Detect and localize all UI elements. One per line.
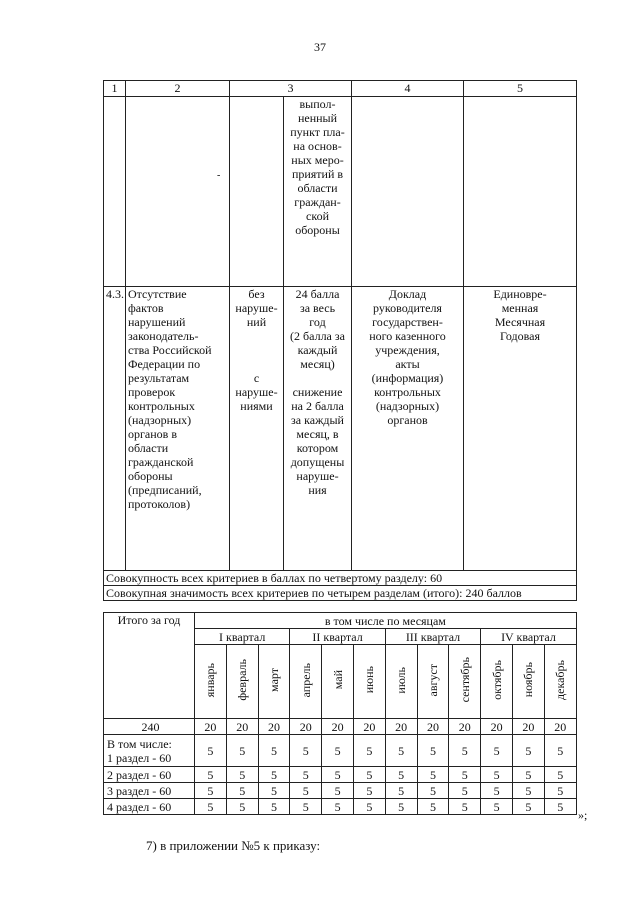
cell-empty: [464, 97, 577, 287]
row-number: 4.3.: [104, 287, 126, 571]
header-cell: 2: [126, 81, 230, 97]
table-cell: 5: [417, 799, 449, 815]
header-row: [104, 81, 577, 97]
table-cell: 5: [322, 799, 354, 815]
table-cell: 5: [290, 767, 322, 783]
table-cell: 20: [258, 719, 290, 735]
table-cell: 20: [195, 719, 227, 735]
closing-quote: »;: [578, 808, 588, 822]
table-cell: 5: [226, 783, 258, 799]
month-label: ноябрь: [521, 662, 536, 698]
score-without: 24 балла за весь год (2 балла за каждый месяц): [290, 287, 345, 371]
table-row: [104, 799, 577, 815]
cell-empty: [352, 97, 464, 287]
table-cell: 5: [258, 735, 290, 767]
footer-text: 7) в приложении №5 к приказу:: [146, 838, 321, 853]
table-row: [104, 783, 577, 799]
table-cell: 5: [290, 799, 322, 815]
months-table: [103, 612, 577, 815]
table-cell: 5: [195, 767, 227, 783]
condition-cell: [230, 287, 284, 571]
month-label: май: [330, 670, 345, 690]
table-cell: 5: [226, 735, 258, 767]
row-label: 3 раздел - 60: [104, 783, 195, 799]
total-label: Итого за год: [104, 613, 195, 719]
table-cell: 5: [544, 767, 576, 783]
table-cell: 5: [544, 799, 576, 815]
table-cell: 5: [512, 735, 544, 767]
month-header: [385, 645, 417, 719]
month-header: [226, 645, 258, 719]
month-label: июнь: [362, 666, 377, 694]
table-cell: 5: [385, 767, 417, 783]
table-cell: 5: [417, 783, 449, 799]
table-cell: 20: [449, 719, 481, 735]
month-label: декабрь: [553, 660, 568, 700]
table-cell: 5: [481, 799, 513, 815]
cell-empty: [104, 97, 126, 287]
month-header: [544, 645, 576, 719]
month-header: [258, 645, 290, 719]
table-row: [104, 719, 577, 735]
table-cell: 5: [226, 799, 258, 815]
table-cell: 5: [385, 799, 417, 815]
table-cell: 5: [353, 783, 385, 799]
month-label: август: [425, 663, 440, 697]
month-header: [195, 645, 227, 719]
month-label: сентябрь: [457, 657, 472, 703]
stray-mark: -: [217, 170, 221, 181]
table-cell: 5: [481, 735, 513, 767]
table-cell: 5: [258, 767, 290, 783]
table-cell: 5: [385, 783, 417, 799]
month-header: [322, 645, 354, 719]
table-cell: 5: [417, 735, 449, 767]
table-cell: 20: [385, 719, 417, 735]
table-cell: 5: [544, 783, 576, 799]
table-cell: 20: [512, 719, 544, 735]
month-header: [481, 645, 513, 719]
table-cell: 5: [322, 735, 354, 767]
table-cell: 20: [544, 719, 576, 735]
cell-empty: [230, 97, 284, 287]
table-cell: 20: [481, 719, 513, 735]
quarter-label: IV квартал: [481, 629, 577, 645]
table-cell: 5: [481, 783, 513, 799]
table-cell: 5: [544, 735, 576, 767]
table-cell: 5: [512, 767, 544, 783]
table-cell: 20: [290, 719, 322, 735]
table-cell: 5: [449, 799, 481, 815]
score-with: снижение на 2 балла за каждый месяц, в котором допущены наруше- ния: [290, 385, 345, 497]
table-cell: 20: [322, 719, 354, 735]
table-cell: 5: [353, 735, 385, 767]
table-cell: 5: [449, 735, 481, 767]
criteria-table: [103, 80, 577, 601]
table-cell: 5: [353, 767, 385, 783]
month-label: октябрь: [489, 660, 504, 700]
months-header-row: [104, 613, 577, 629]
continuation-score: выпол- ненный пункт пла- на основ- ных меро- приятий в области граждан- ской обороны: [284, 97, 352, 287]
month-header: [353, 645, 385, 719]
by-months-label: в том числе по месяцам: [195, 613, 577, 629]
total-row: [104, 586, 577, 601]
month-header: [512, 645, 544, 719]
table-cell: 5: [481, 767, 513, 783]
total-summary: Совокупная значимость всех критериев по четырем разделам (итого): 240 баллов: [104, 586, 577, 601]
row-label: В том числе: 1 раздел - 60: [104, 735, 195, 767]
table-cell: 5: [417, 767, 449, 783]
table-cell: 5: [449, 783, 481, 799]
condition-without: без наруше- ний: [235, 287, 278, 329]
row-label: 240: [104, 719, 195, 735]
table-row: [104, 767, 577, 783]
table-cell: 5: [195, 735, 227, 767]
row-label: 4 раздел - 60: [104, 799, 195, 815]
table-cell: 5: [322, 767, 354, 783]
month-label: март: [266, 668, 281, 692]
page-number: 37: [314, 40, 326, 54]
header-cell: 5: [464, 81, 577, 97]
table-cell: 5: [512, 799, 544, 815]
row-label: 2 раздел - 60: [104, 767, 195, 783]
month-label: июль: [394, 666, 409, 694]
table-cell: 5: [290, 735, 322, 767]
section4-summary: Совокупность всех критериев в баллах по четвертому разделу: 60: [104, 571, 577, 586]
condition-with: с наруше- ниями: [235, 371, 278, 413]
summary-row: [104, 571, 577, 586]
score-cell: [284, 287, 352, 571]
month-label: январь: [203, 662, 218, 698]
table-cell: 5: [195, 783, 227, 799]
month-label: апрель: [298, 662, 313, 698]
header-cell: 1: [104, 81, 126, 97]
table-cell: 5: [353, 799, 385, 815]
quarter-label: II квартал: [290, 629, 385, 645]
header-cell: 4: [352, 81, 464, 97]
table-cell: 5: [226, 767, 258, 783]
table-cell: 5: [385, 735, 417, 767]
month-label: февраль: [235, 659, 250, 701]
table-cell: 20: [353, 719, 385, 735]
frequency-text: Единовре- менная Месячная Годовая: [464, 287, 577, 571]
table-cell: 5: [512, 783, 544, 799]
table-cell: 20: [226, 719, 258, 735]
month-header: [417, 645, 449, 719]
table-cell: 5: [258, 799, 290, 815]
table-cell: 5: [290, 783, 322, 799]
month-header: [449, 645, 481, 719]
header-cell: 3: [230, 81, 352, 97]
row-4-3: [104, 287, 577, 571]
quarter-label: I квартал: [195, 629, 290, 645]
table-cell: 5: [258, 783, 290, 799]
month-header: [290, 645, 322, 719]
cell-empty: [126, 97, 230, 287]
source-text: Доклад руководителя государствен- ного казенного учреждения, акты (информация) контрольных (надзорных) органов: [352, 287, 464, 571]
criterion-text: Отсутствие фактов нарушений законодатель- ства Российской Федерации по результатам проверок контрольных (надзорных) органов в области гражданской обороны (предписаний, протоколов): [126, 287, 230, 571]
table-cell: 20: [417, 719, 449, 735]
table-row: [104, 735, 577, 767]
quarter-label: III квартал: [385, 629, 480, 645]
table-cell: 5: [195, 799, 227, 815]
table-cell: 5: [322, 783, 354, 799]
table-cell: 5: [449, 767, 481, 783]
continuation-row: [104, 97, 577, 287]
